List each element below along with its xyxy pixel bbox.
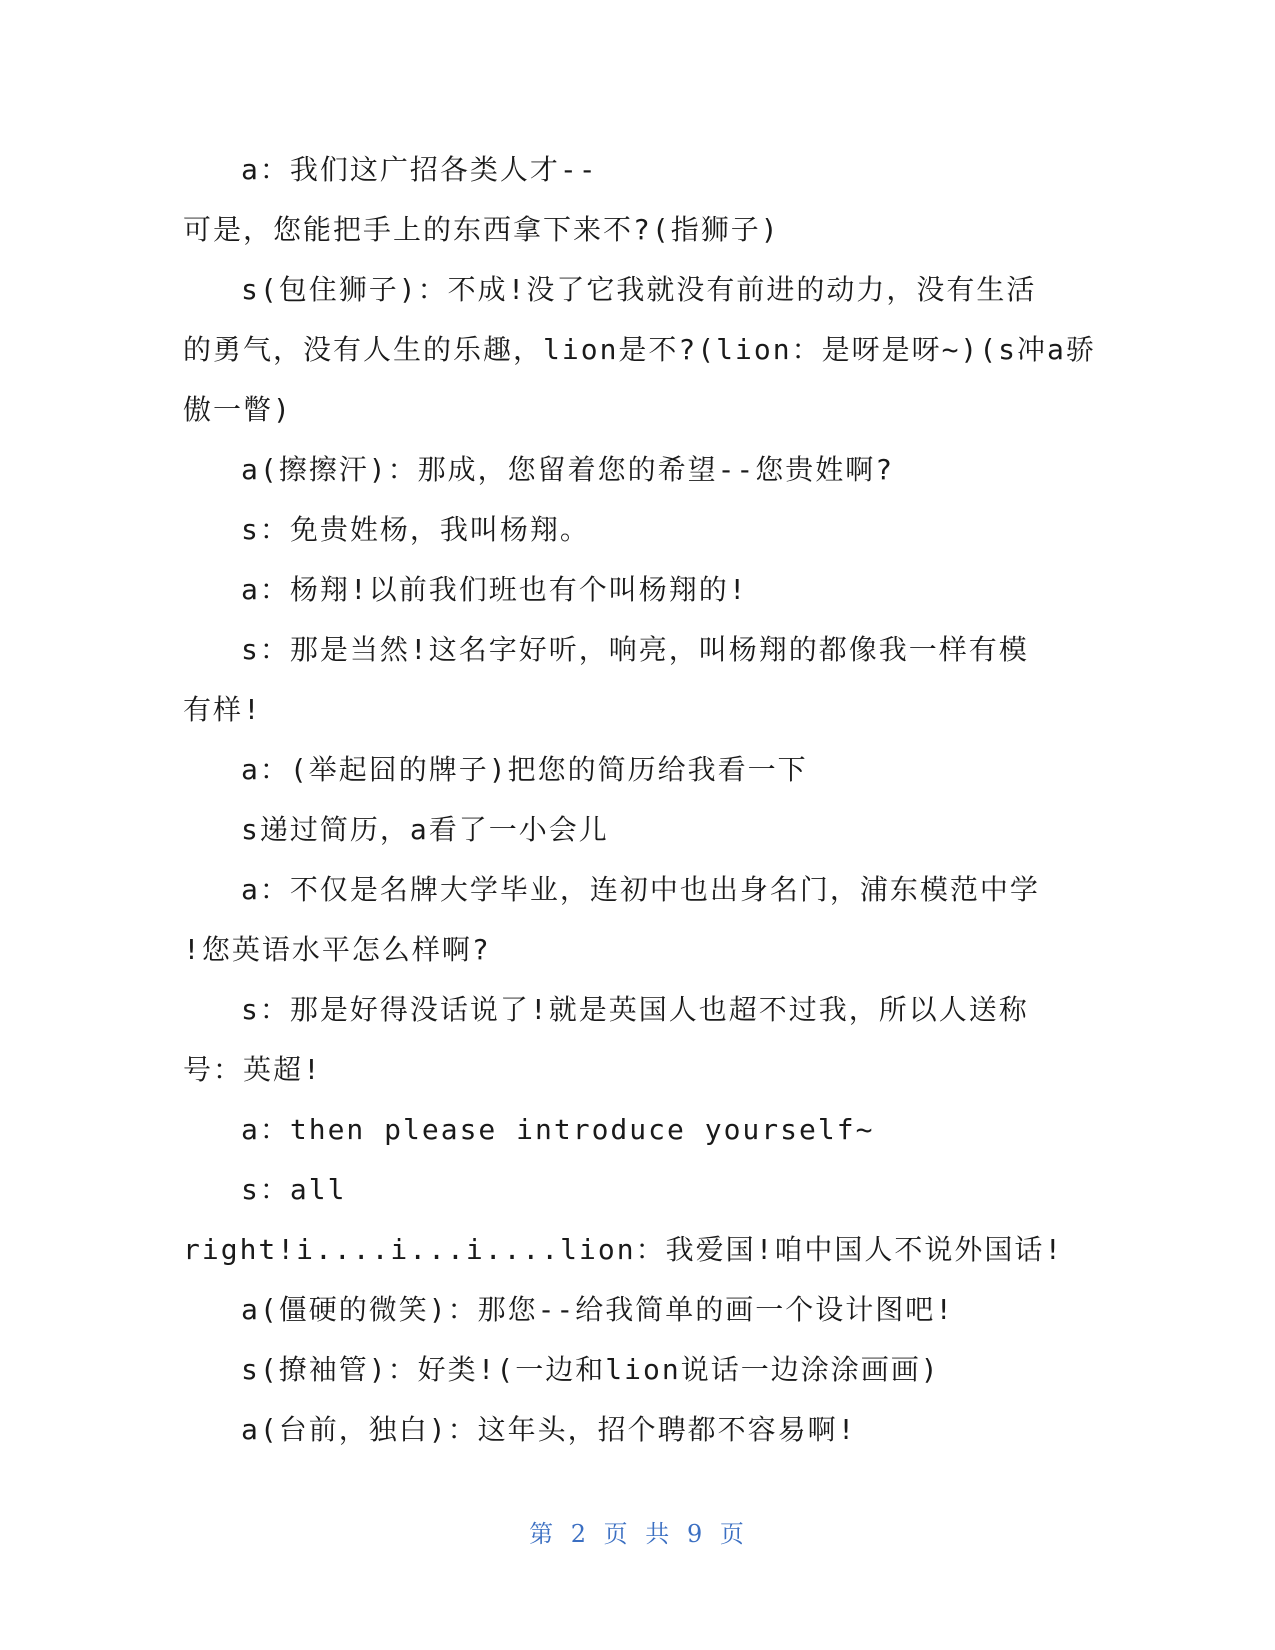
dialogue-line: 有样! <box>183 693 262 726</box>
dialogue-line: a：then please introduce yourself~ <box>241 1113 875 1146</box>
dialogue-line: s(包住狮子)：不成!没了它我就没有前进的动力，没有生活 <box>241 273 1037 306</box>
dialogue-line: s：all <box>241 1173 347 1206</box>
dialogue-line: a(僵硬的微笑)：那您--给我简单的画一个设计图吧! <box>241 1293 955 1326</box>
dialogue-line: a：不仅是名牌大学毕业，连初中也出身名门，浦东模范中学 <box>241 873 1040 906</box>
dialogue-line: 可是，您能把手上的东西拿下来不?(指狮子) <box>183 213 780 246</box>
dialogue-line: 傲一瞥) <box>183 393 292 426</box>
page-number-footer: 第 2 页 共 9 页 <box>529 1520 746 1548</box>
dialogue-line: a(台前，独白)：这年头，招个聘都不容易啊! <box>241 1413 857 1446</box>
dialogue-line: a(擦擦汗)：那成，您留着您的希望--您贵姓啊? <box>241 453 895 486</box>
dialogue-line: s(撩袖管)：好类!(一边和lion说话一边涂涂画画) <box>241 1353 940 1386</box>
dialogue-line: a：我们这广招各类人才-- <box>241 153 598 186</box>
dialogue-line: a：杨翔!以前我们班也有个叫杨翔的! <box>241 573 748 606</box>
dialogue-line: a：(举起囧的牌子)把您的简历给我看一下 <box>241 753 808 786</box>
dialogue-line: s递过简历，a看了一小会儿 <box>241 813 609 846</box>
dialogue-line: s：免贵姓杨，我叫杨翔。 <box>241 513 590 546</box>
dialogue-line: s：那是当然!这名字好听，响亮，叫杨翔的都像我一样有模 <box>241 633 1029 666</box>
document-body <box>183 140 1096 1460</box>
dialogue-line: right!i....i...i....lion：我爱国!咱中国人不说外国话! <box>183 1233 1064 1266</box>
dialogue-line: 号：英超! <box>183 1053 322 1086</box>
dialogue-line: !您英语水平怎么样啊? <box>183 933 491 966</box>
dialogue-line: 的勇气，没有人生的乐趣，lion是不?(lion：是呀是呀~)(s冲a骄 <box>183 333 1096 366</box>
dialogue-line: s：那是好得没话说了!就是英国人也超不过我，所以人送称 <box>241 993 1029 1026</box>
